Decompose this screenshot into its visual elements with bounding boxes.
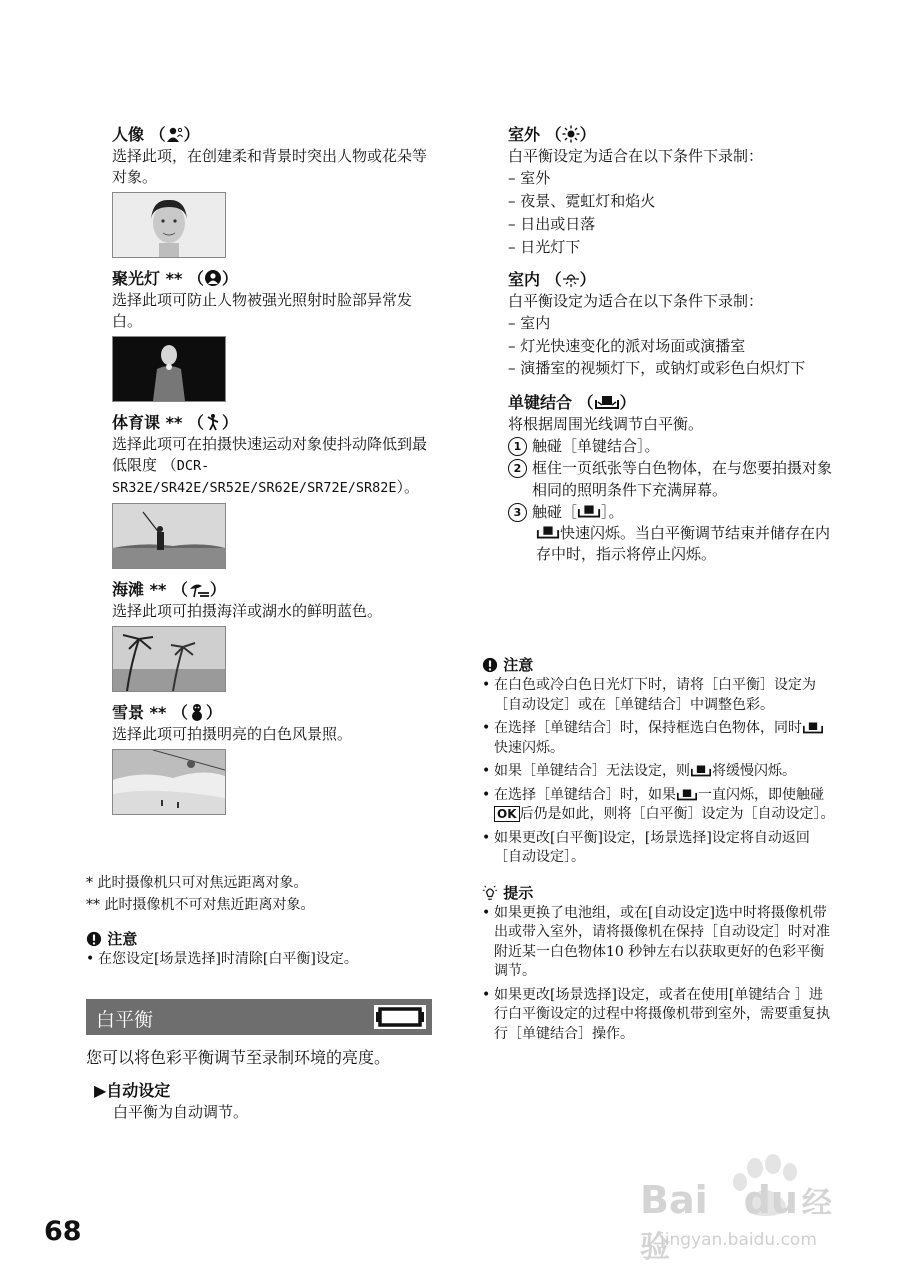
spotlight-icon xyxy=(204,269,222,287)
outdoor-item: – 夜景、霓虹灯和焰火 xyxy=(508,192,656,210)
one-push-heading: 单键结合 （ ） xyxy=(508,393,636,412)
white-balance-section-bar xyxy=(86,999,432,1035)
note-item: • 在白色或冷白色日光灯下时，请将［白平衡］设定为［自动设定］或在［单键结合］中调整色彩。 xyxy=(482,676,836,715)
footnote-far: * 此时摄像机只可对焦远距离对象。 xyxy=(86,875,308,891)
snow-photo xyxy=(112,749,226,815)
tip-item: • 如果更换了电池组，或在[自动设定]选中时将摄像机带出或带入室外，请将摄像机在保持［自动设定］时对准附近某一白色物体10 秒钟左右以获取更好的色彩平衡调节。 xyxy=(482,904,836,982)
page-number: 68 xyxy=(44,1216,82,1247)
spotlight-photo xyxy=(112,336,226,402)
left-note-heading: 注意 xyxy=(86,928,436,950)
caution-icon xyxy=(482,657,498,673)
ok-button-glyph: OK xyxy=(494,806,520,822)
indoor-item: – 演播室的视频灯下，或钠灯或彩色白炽灯下 xyxy=(508,359,806,377)
auto-setting-heading: ▶自动设定 xyxy=(94,1081,171,1100)
watermark-cn: 经验 xyxy=(640,1186,832,1265)
lightbulb-icon xyxy=(482,885,498,901)
caution-icon xyxy=(86,931,102,947)
footnote-near: ** 此时摄像机不可对焦近距离对象。 xyxy=(86,897,315,913)
spotlight-description: 选择此项可防止人物被强光照射时脸部异常发白。 xyxy=(112,291,413,330)
right-note-heading: 注意 xyxy=(482,654,836,676)
beach-icon xyxy=(188,580,210,598)
sun-icon xyxy=(562,125,580,143)
white-balance-body xyxy=(86,1046,438,1123)
watermark-brand-2: du xyxy=(743,1178,798,1222)
note-item: • 在选择［单键结合］时，保持框选白色物体，同时快速闪烁。 xyxy=(482,719,836,758)
step-item: 3 触碰［ ］。 xyxy=(508,501,838,523)
bulb-icon xyxy=(562,270,580,288)
step-item: 2 框住一页纸张等白色物体，在与您要拍摄对象相同的照明条件下充满屏幕。 xyxy=(508,457,838,501)
portrait-photo xyxy=(112,192,226,258)
baidu-watermark xyxy=(640,1150,850,1264)
sports-icon xyxy=(204,413,222,431)
tip-item: • 如果更改[场景选择]设定，或者在使用[单键结合 ］进行白平衡设定的过程中将摄像机带到室外，需要重复执行［单键结合］操作。 xyxy=(482,986,836,1045)
snow-icon xyxy=(188,703,206,721)
outdoor-description: 白平衡设定为适合在以下条件下录制： xyxy=(508,147,764,165)
sports-photo xyxy=(112,503,226,569)
beach-description: 选择此项可拍摄海洋或湖水的鲜明蓝色。 xyxy=(112,602,383,620)
beach-photo xyxy=(112,626,226,692)
note-item: • 如果更改[白平衡]设定，[场景选择]设定将自动返回［自动设定］。 xyxy=(482,829,836,868)
step3-detail: 快速闪烁。当白平衡调节结束并储存在内存中时，指示将停止闪烁。 xyxy=(536,524,831,563)
section-description: 您可以将色彩平衡调节至录制环境的亮度。 xyxy=(86,1048,391,1067)
indoor-item: – 室内 xyxy=(508,314,551,332)
one-push-wb-icon xyxy=(690,763,712,778)
one-push-wb-icon xyxy=(594,393,620,411)
snow-heading: 雪景 ** （ ） xyxy=(112,703,222,722)
one-push-wb-icon xyxy=(577,502,601,520)
footnotes xyxy=(86,872,436,974)
outdoor-item: – 日出或日落 xyxy=(508,215,596,233)
one-push-description: 将根据周围光线调节白平衡。 xyxy=(508,415,704,433)
model-list: DCR-SR32E/SR42E/SR52E/SR62E/SR72E/SR82E xyxy=(112,458,397,496)
left-note-item: • 在您设定[场景选择]时清除[白平衡]设定。 xyxy=(86,950,436,970)
snow-description: 选择此项可拍摄明亮的白色风景照。 xyxy=(112,725,353,743)
indoor-heading: 室内 （ ） xyxy=(508,270,596,289)
outdoor-item: – 日光灯下 xyxy=(508,238,581,256)
one-push-wb-icon xyxy=(536,523,560,541)
sports-description: 选择此项可在拍摄快速运动对象使抖动降低到最低限度 （DCR-SR32E/SR42E/SR52E/SR62E/SR72E/SR82E）。 xyxy=(112,435,428,496)
camera-menu-icon xyxy=(366,999,432,1035)
left-column xyxy=(112,124,432,825)
one-push-wb-icon xyxy=(676,787,698,802)
tip-heading: 提示 xyxy=(482,882,836,904)
step-item: 1 触碰［单键结合］。 xyxy=(508,435,838,457)
outdoor-item: – 室外 xyxy=(508,169,551,187)
outdoor-heading: 室外 （ ） xyxy=(508,125,596,144)
beach-heading: 海滩 ** （ ） xyxy=(112,580,226,599)
one-push-wb-icon xyxy=(802,720,824,735)
auto-setting-description: 白平衡为自动调节。 xyxy=(113,1103,249,1121)
watermark-url: jingyan.baidu.com xyxy=(660,1230,817,1250)
note-item: • 如果［单键结合］无法设定，则 将缓慢闪烁。 xyxy=(482,762,836,782)
indoor-item: – 灯光快速变化的派对场面或演播室 xyxy=(508,337,746,355)
watermark-brand: Bai xyxy=(640,1178,708,1222)
sports-heading: 体育课 ** （ ） xyxy=(112,413,238,432)
indoor-description: 白平衡设定为适合在以下条件下录制： xyxy=(508,292,764,310)
spotlight-heading: 聚光灯 ** （ ） xyxy=(112,269,238,288)
section-title: 白平衡 xyxy=(96,1009,154,1031)
portrait-icon xyxy=(166,125,184,143)
portrait-description: 选择此项，在创建柔和背景时突出人物或花朵等对象。 xyxy=(112,147,428,186)
portrait-heading: 人像 （ ） xyxy=(112,125,200,144)
right-notes xyxy=(482,654,836,1048)
right-column xyxy=(508,124,838,565)
note-item: • 在选择［单键结合］时，如果 一直闪烁，即使触碰OK 后仍是如此，则将［白平衡］设定为［自动设定］。 xyxy=(482,786,836,825)
